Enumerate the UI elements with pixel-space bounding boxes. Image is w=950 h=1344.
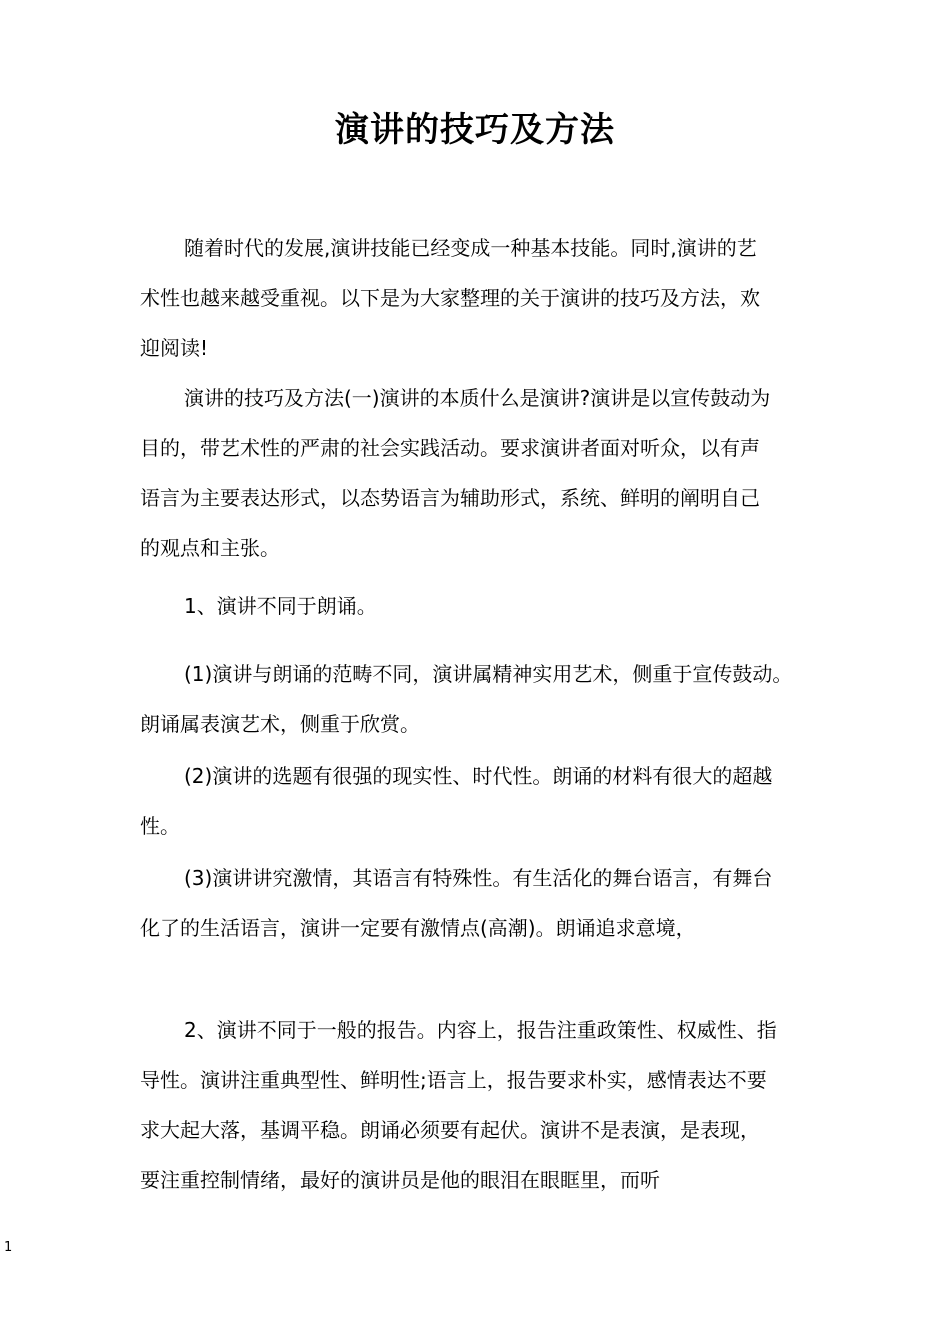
paragraph-line: 演讲的技巧及方法(一)演讲的本质什么是演讲?演讲是以宣传鼓动为 <box>184 386 771 410</box>
paragraph-line: 2、演讲不同于一般的报告。内容上，报告注重政策性、权威性、指 <box>184 1018 777 1042</box>
page-number: 1 <box>4 1240 13 1255</box>
paragraph-line: 迎阅读! <box>140 336 209 360</box>
paragraph-line: (1)演讲与朗诵的范畴不同，演讲属精神实用艺术，侧重于宣传鼓动。 <box>184 662 793 686</box>
paragraph-line: (3)演讲讲究激情，其语言有特殊性。有生活化的舞台语言，有舞台 <box>184 866 773 890</box>
paragraph-line: (2)演讲的选题有很强的现实性、时代性。朗诵的材料有很大的超越 <box>184 764 773 788</box>
paragraph-line: 化了的生活语言，演讲一定要有激情点(高潮)。朗诵追求意境， <box>140 916 696 940</box>
paragraph-line: 性。 <box>140 814 180 838</box>
paragraph-line: 语言为主要表达形式，以态势语言为辅助形式，系统、鲜明的阐明自己 <box>140 486 760 510</box>
paragraph-line: 目的，带艺术性的严肃的社会实践活动。要求演讲者面对听众，以有声 <box>140 436 760 460</box>
paragraph-line: 要注重控制情绪，最好的演讲员是他的眼泪在眼眶里，而听 <box>140 1168 660 1192</box>
document-title: 演讲的技巧及方法 <box>335 110 615 150</box>
paragraph-line: 随着时代的发展,演讲技能已经变成一种基本技能。同时,演讲的艺 <box>184 236 757 260</box>
paragraph-line: 朗诵属表演艺术，侧重于欣赏。 <box>140 712 420 736</box>
paragraph-line: 1、演讲不同于朗诵。 <box>184 594 377 618</box>
paragraph-line: 的观点和主张。 <box>140 536 280 560</box>
paragraph-line: 求大起大落，基调平稳。朗诵必须要有起伏。演讲不是表演，是表现， <box>140 1118 760 1142</box>
paragraph-line: 术性也越来越受重视。以下是为大家整理的关于演讲的技巧及方法，欢 <box>140 286 760 310</box>
paragraph-line: 导性。演讲注重典型性、鲜明性;语言上，报告要求朴实，感情表达不要 <box>140 1068 767 1092</box>
